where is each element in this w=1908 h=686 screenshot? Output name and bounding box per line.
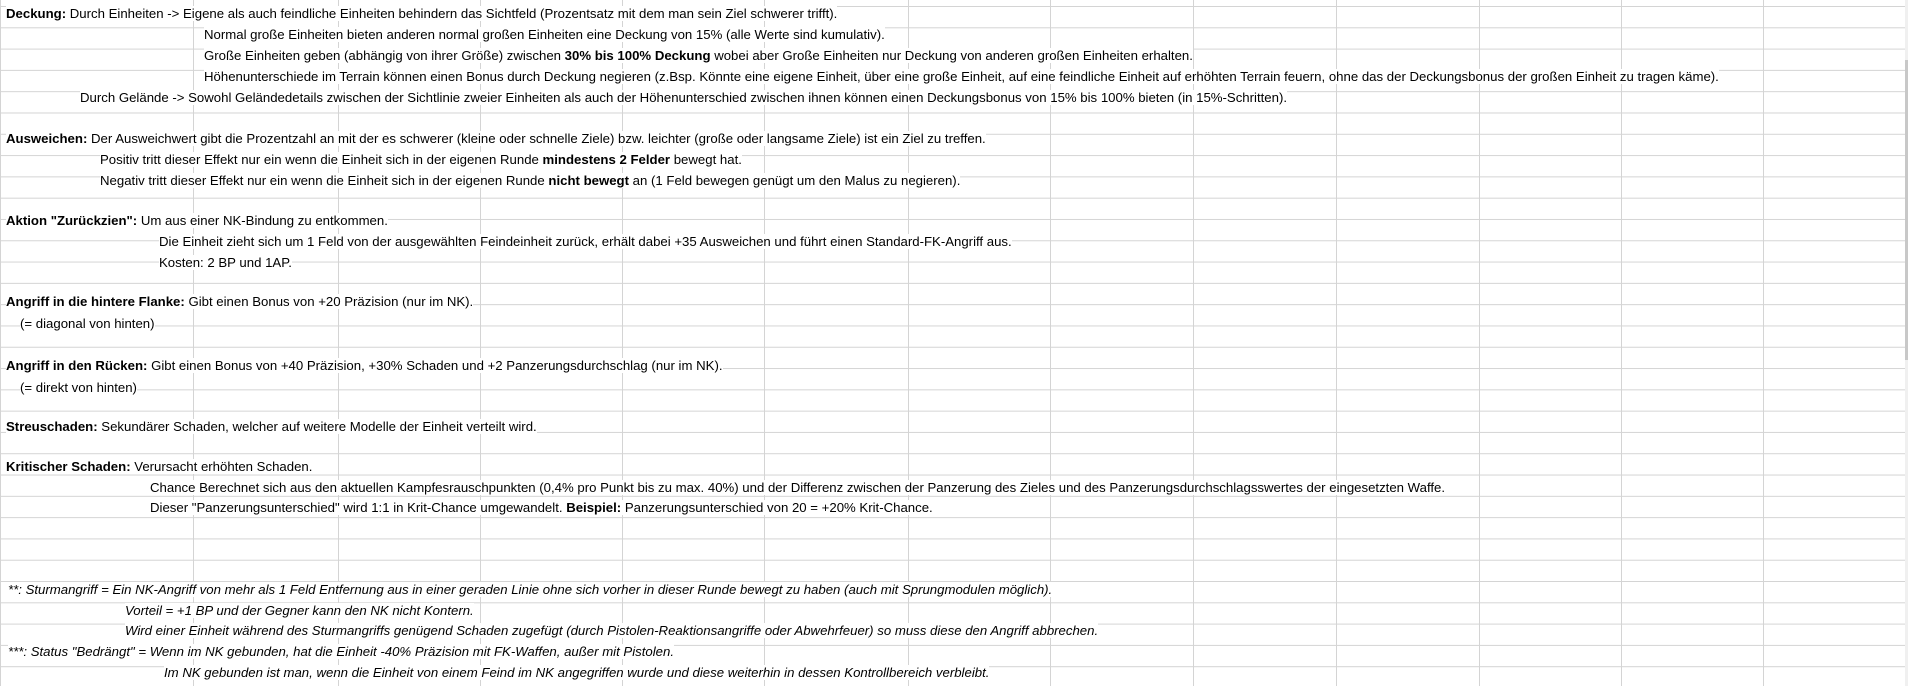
ausweichen-line-3c: an (1 Feld bewegen genügt um den Malus zu negieren). bbox=[629, 173, 961, 188]
ausweichen-row-2[interactable] bbox=[0, 149, 1908, 170]
ausweichen-line-2c: bewegt hat. bbox=[670, 152, 742, 167]
note-bedraengt-2[interactable] bbox=[0, 662, 1908, 683]
note-sturm-3[interactable] bbox=[0, 620, 1908, 641]
deckung-title: Deckung: bbox=[6, 6, 67, 21]
ausweichen-title: Ausweichen: bbox=[6, 131, 88, 146]
flanke-row-2[interactable] bbox=[0, 313, 1908, 334]
deckung-line-3b: 30% bis 100% Deckung bbox=[564, 48, 711, 63]
flanke-row-1[interactable] bbox=[0, 291, 1908, 312]
zurueckzien-text: Um aus einer NK-Bindung zu entkommen. bbox=[137, 213, 388, 228]
note-bedraengt-1-text: ***: Status "Bedrängt" = Wenn im NK gebunden, hat die Einheit -40% Präzision mit FK-Waffen, außer mit Pistolen. bbox=[8, 644, 675, 659]
krit-line-2: Chance Berechnet sich aus den aktuellen Kampfesrauschpunkten (0,4% pro Punkt bis zu max. 40%) und der Differenz zwischen der Panzerung des Zieles und des Panzerungsdurchschlagsswertes der eingesetzten Waffe. bbox=[150, 480, 1446, 495]
streu-text: Sekundärer Schaden, welcher auf weitere Modelle der Einheit verteilt wird. bbox=[97, 419, 537, 434]
note-sturm-2-text: Vorteil = +1 BP und der Gegner kann den NK nicht Kontern. bbox=[125, 603, 474, 618]
deckung-row-4[interactable] bbox=[0, 66, 1908, 87]
krit-row-2[interactable] bbox=[0, 477, 1908, 498]
ausweichen-row-3[interactable] bbox=[0, 170, 1908, 191]
zurueckzien-row-2[interactable] bbox=[0, 231, 1908, 252]
note-sturm-1-text: **: Sturmangriff = Ein NK-Angriff von mehr als 1 Feld Entfernung aus in einer geraden Linie ohne sich vorher in dieser Runde bewegt zu haben (auch mit Sprungmodulen möglich). bbox=[8, 582, 1053, 597]
krit-row-1[interactable] bbox=[0, 456, 1908, 477]
deckung-row-2[interactable] bbox=[0, 24, 1908, 45]
deckung-line-5: Durch Gelände -> Sowohl Geländedetails zwischen der Sichtlinie zweier Einheiten als auch der Höhenunterschied zwischen ihnen können einen Deckungsbonus von 15% bis 100% bieten (in 15%-Schritten). bbox=[80, 90, 1288, 105]
ausweichen-row-1[interactable] bbox=[0, 128, 1908, 149]
note-sturm-3-text: Wird einer Einheit während des Sturmangriffs genügend Schaden zugefügt (durch Pistolen-Reaktionsangriffe oder Abwehrfeuer) so muss diese den Angriff abbrechen. bbox=[125, 623, 1099, 638]
deckung-line-3c: wobei aber Große Einheiten nur Deckung von anderen großen Einheiten erhalten. bbox=[710, 48, 1193, 63]
deckung-row-1[interactable] bbox=[0, 3, 1908, 24]
krit-line-3a: Dieser "Panzerungsunterschied" wird 1:1 in Krit-Chance umgewandelt. bbox=[150, 500, 567, 515]
ausweichen-line-2a: Positiv tritt dieser Effekt nur ein wenn die Einheit sich in der eigenen Runde bbox=[100, 152, 543, 167]
deckung-row-3[interactable] bbox=[0, 45, 1908, 66]
zurueckzien-line-2: Die Einheit zieht sich um 1 Feld von der ausgewählten Feindeinheit zurück, erhält dabei +35 Ausweichen und führt einen Standard-FK-Angriff aus. bbox=[159, 234, 1012, 249]
note-sturm-2[interactable] bbox=[0, 600, 1908, 621]
deckung-row-5[interactable] bbox=[0, 87, 1908, 108]
zurueckzien-line-3: Kosten: 2 BP und 1AP. bbox=[159, 255, 292, 270]
note-sturm-1[interactable] bbox=[0, 579, 1908, 600]
ruecken-row-2[interactable] bbox=[0, 377, 1908, 398]
flanke-text: Gibt einen Bonus von +20 Präzision (nur im NK). bbox=[184, 294, 474, 309]
krit-line-3c: Panzerungsunterschied von 20 = +20% Krit-Chance. bbox=[621, 500, 933, 515]
krit-title: Kritischer Schaden: bbox=[6, 459, 131, 474]
note-bedraengt-1[interactable] bbox=[0, 641, 1908, 662]
streu-row-1[interactable] bbox=[0, 416, 1908, 437]
deckung-line-2: Normal große Einheiten bieten anderen normal großen Einheiten eine Deckung von 15% (alle Werte sind kumulativ). bbox=[204, 27, 885, 42]
ruecken-text: Gibt einen Bonus von +40 Präzision, +30% Schaden und +2 Panzerungsdurchschlag (nur im NK). bbox=[147, 358, 723, 373]
deckung-line-3a: Große Einheiten geben (abhängig von ihrer Größe) zwischen bbox=[204, 48, 565, 63]
flanke-title: Angriff in die hintere Flanke: bbox=[6, 294, 185, 309]
streu-title: Streuschaden: bbox=[6, 419, 98, 434]
krit-text: Verursacht erhöhten Schaden. bbox=[130, 459, 313, 474]
zurueckzien-title: Aktion "Zurückzien": bbox=[6, 213, 138, 228]
ruecken-title: Angriff in den Rücken: bbox=[6, 358, 148, 373]
ausweichen-line-3b: nicht bewegt bbox=[548, 173, 629, 188]
deckung-text: Durch Einheiten -> Eigene als auch feindliche Einheiten behindern das Sichtfeld (Prozentsatz mit dem man sein Ziel schwerer trifft). bbox=[66, 6, 838, 21]
ruecken-line-2: (= direkt von hinten) bbox=[20, 380, 137, 395]
flanke-line-2: (= diagonal von hinten) bbox=[20, 316, 155, 331]
ausweichen-line-2b: mindestens 2 Felder bbox=[542, 152, 671, 167]
deckung-line-4: Höhenunterschiede im Terrain können einen Bonus durch Deckung negieren (z.Bsp. Könnte eine eigene Einheit, über eine große Einheit, auf eine feindliche Einheit auf erhöhten Terrain feuern, ohne das der Deckungsbonus der großen Einheit zu tragen käme). bbox=[204, 69, 1719, 84]
note-bedraengt-2-text: Im NK gebunden ist man, wenn die Einheit von einem Feind im NK angegriffen wurde und diese weiterhin in dessen Kontrollbereich verbleibt. bbox=[164, 665, 990, 680]
ausweichen-text: Der Ausweichwert gibt die Prozentzahl an mit der es schwerer (kleine oder schnelle Ziele) bzw. leichter (große oder langsame Ziele) ist ein Ziel zu treffen. bbox=[87, 131, 986, 146]
krit-line-3b: Beispiel: bbox=[566, 500, 622, 515]
krit-row-3[interactable] bbox=[0, 497, 1908, 518]
ausweichen-line-3a: Negativ tritt dieser Effekt nur ein wenn die Einheit sich in der eigenen Runde bbox=[100, 173, 549, 188]
zurueckzien-row-1[interactable] bbox=[0, 210, 1908, 231]
ruecken-row-1[interactable] bbox=[0, 355, 1908, 376]
zurueckzien-row-3[interactable] bbox=[0, 252, 1908, 273]
